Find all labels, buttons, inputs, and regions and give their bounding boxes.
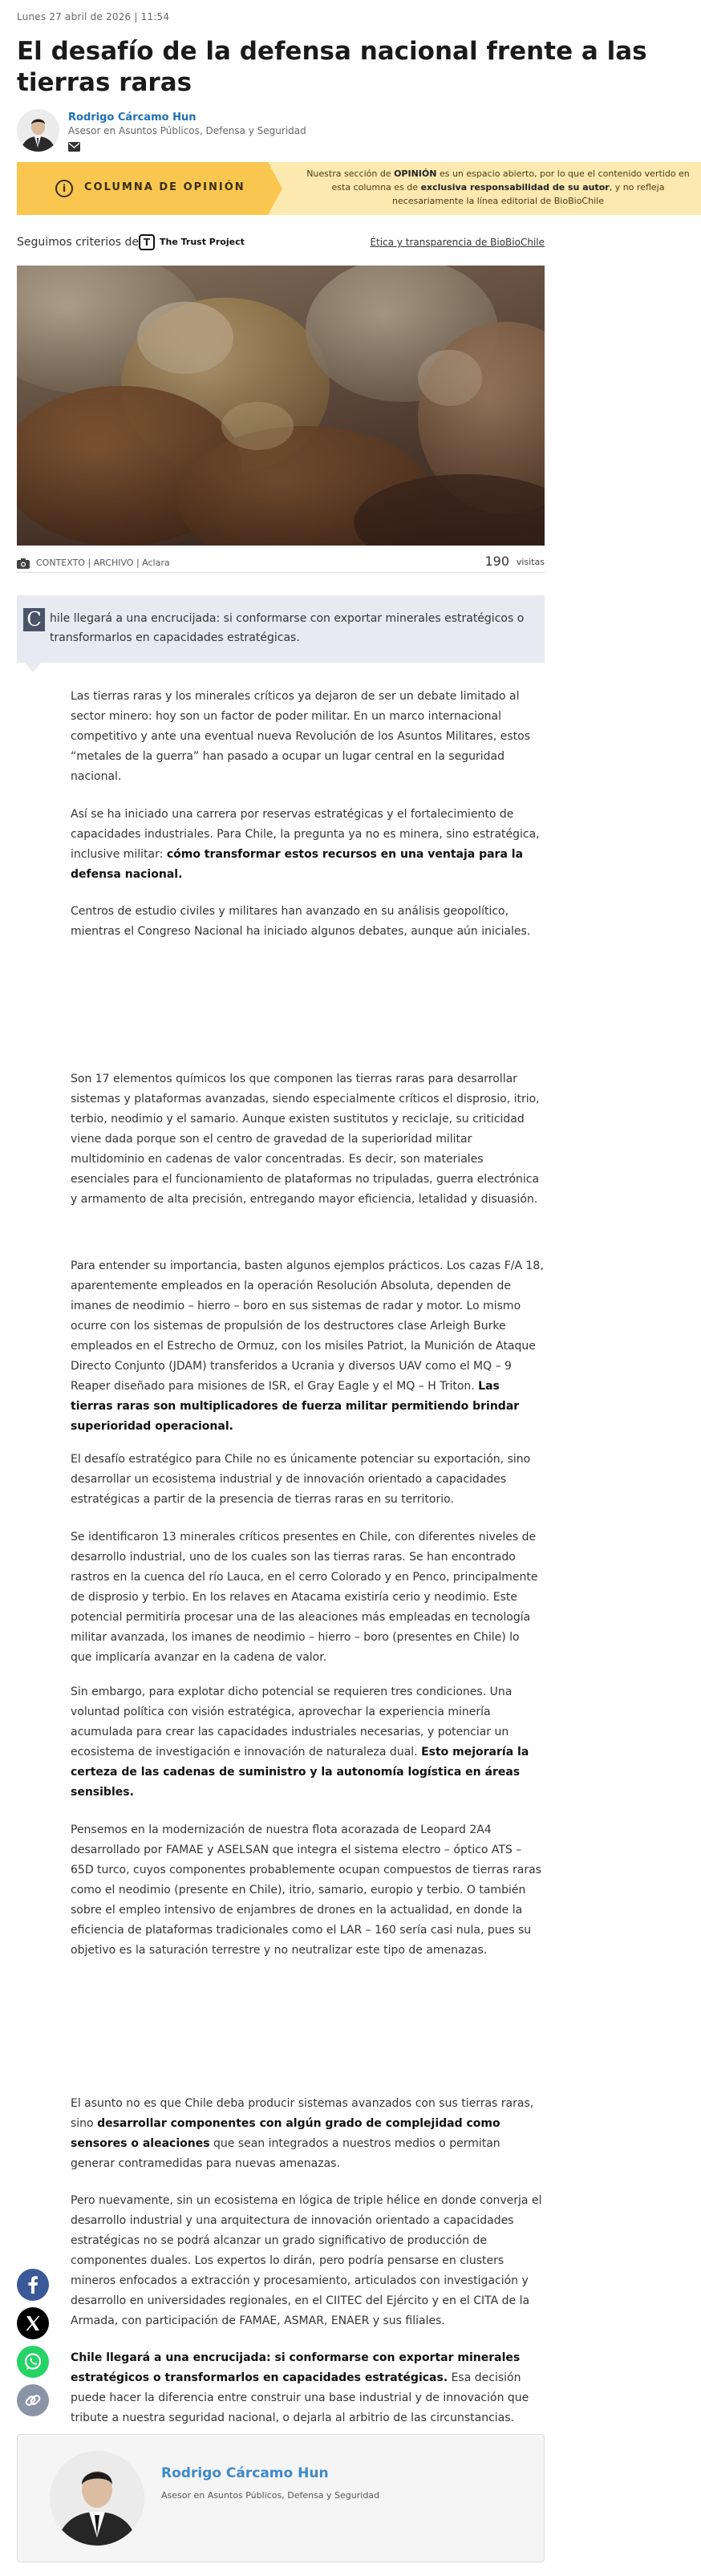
author-role: Asesor en Asuntos Públicos, Defensa y Seguridad [68, 125, 306, 136]
author-card-name[interactable]: Rodrigo Cárcamo Hun [161, 2465, 329, 2481]
photo-caption: CONTEXTO | ARCHIVO | Aclara [36, 558, 170, 568]
camera-icon [17, 557, 30, 568]
lead-text: hile llegará a una encrucijada: si conformarse con exportar minerales estratégicos o transformarlos en capacidades estratégicas. [50, 612, 525, 644]
opinion-disclaimer: Nuestra sección de OPINIÓN es un espacio abierto, por lo que el contenido vertido en esta columna es de exclusiva responsabilidad de su autor, y no refleja necesariamente la línea editorial de BioBioChile [306, 168, 690, 206]
author-byline [17, 108, 578, 156]
link-icon [17, 2384, 49, 2416]
whatsapp-icon [17, 2346, 49, 2378]
trust-project-name[interactable]: The Trust Project [160, 237, 245, 247]
article-paragraph: Se identificaron 13 minerales críticos presentes en Chile, con diferentes niveles de desarrollo industrial, uno de los cuales son las tierras raras. Se han encontrado rastros en la cuenca del río Lauca, en el cerro Colorado y en Penco, principalmente de disprosio y terbio. En los relaves en Atacama existiría cerio y neodimio. Este potencial permitiría procesar una de las aleaciones más empleadas en tecnología militar avanzada, los imanes de neodimio – hierro – boro (presentes en Chile) lo que implicaría avanzar en la cadena de valor. [71, 1531, 538, 1664]
opinion-label-block [17, 162, 268, 215]
author-card [17, 2434, 545, 2562]
copy-link-button[interactable] [17, 2384, 49, 2416]
trust-criteria-row [17, 233, 545, 252]
article-paragraph: Sin embargo, para explotar dicho potencial se requieren tres condiciones. Una voluntad política con visión estratégica, aprovechar la experiencia minería acumulada para crear las capacidades industriales necesarias, y potenciar un ecosistema de investigación e innovación de naturaleza dual. Esto mejoraría la certeza de las cadenas de suministro y la autonomía logística en áreas sensibles. [71, 1686, 529, 1799]
article-paragraph: Son 17 elementos químicos los que componen las tierras raras para desarrollar sistemas y plataformas avanzadas, siendo especialmente críticos el disprosio, itrio, terbio, neodimio y el samario. Aunque existen sustitutos y reciclaje, su criticidad viene dada porque son el centro de gravedad de la superioridad militar multidominio en cadenas de valor concentradas. Es decir, son materiales esenciales para el funcionamiento de plataformas no tripuladas, guerra electrónica y armamento de alta precisión, entregando mayor eficiencia, letalidad y disuasión. [71, 1073, 540, 1206]
article-paragraph: Pero nuevamente, sin un ecosistema en lógica de triple hélice en donde converja el desarrollo industrial y una arquitectura de innovación orientado a capacidades estratégicas no se podrá alcanzar un grado significativo de producción de componentes duales. Los expertos lo dirán, pero podría pensarse en clusters mineros enfocados a extracción y procesamiento, articulados con investigación y desarrollo en universidades regionales, en el CIITEC del Ejército y en el CITA de la Armada, con participación de FAMAE, ASMAR, ENAER y sus filiales. [71, 2194, 542, 2327]
lead-dropcap: C [23, 608, 45, 631]
opinion-banner [17, 162, 701, 215]
facebook-icon [17, 2269, 49, 2301]
article-paragraph: Para entender su importancia, basten algunos ejemplos prácticos. Los cazas F/A 18, aparentemente empleados en la operación Resolución Absoluta, dependen de imanes de neodimio – hierro – boro en sus sistemas de radar y motor. Lo mismo ocurre con los sistemas de propulsión de los destructores clase Arleigh Burke empleados en el Estrecho de Ormuz, con los misiles Patriot, la Munición de Ataque Directo Conjunto (JDAM) transferidos a Ucrania y diversos UAV como el MQ – 9 Reaper diseñado para misiones de ISR, el Gray Eagle y el MQ – H Triton. Las tierras raras son multiplicadores de fuerza militar permitiendo brindar superioridad operacional. [71, 1260, 544, 1433]
publish-date: Lunes 27 abril de 2026 | 11:54 [17, 11, 170, 22]
author-card-role: Asesor en Asuntos Públicos, Defensa y Seguridad [161, 2490, 380, 2501]
facebook-share-button[interactable] [17, 2269, 49, 2301]
trust-project-icon[interactable]: T [139, 234, 155, 250]
page-title: El desafío de la defensa nacional frente a las tierras raras [17, 37, 647, 97]
photo-caption-row [17, 555, 545, 573]
article-paragraph: Chile llegará a una encrucijada: si conformarse con exportar minerales estratégicos o transformarlos en capacidades estratégicas. Esa decisión puede hacer la diferencia entre construir una base industrial y de innovación que tribute a nuestra seguridad nacional, o dejarla al arbitrio de las circunstancias. [71, 2351, 529, 2424]
article-paragraph: Pensemos en la modernización de nuestra flota acorazada de Leopard 2A4 desarrollado por FAMAE y ASELSAN que integra el sistema electro – óptico ATS – 65D turco, cuyos componentes probablemente ocupan compuestos de tierras raras como el neodimio (presente en Chile), itrio, samario, europio y terbio. O también sobre el empleo intensivo de enjambres de drones en la actualidad, en donde la eficiencia de plataformas tradicionales como el LAR – 160 sería casi nula, pues su objetivo es la saturación terrestre y no neutralizar este tipo de amenazas. [71, 1823, 541, 1957]
article-photo [17, 266, 545, 546]
author-avatar[interactable] [17, 109, 59, 152]
info-icon: i [55, 180, 73, 197]
lead-quote [17, 595, 545, 663]
mail-icon[interactable] [68, 140, 80, 149]
lead-pointer [25, 663, 41, 672]
article-paragraph: Centros de estudio civiles y militares han avanzado en su análisis geopolítico, mientras el Congreso Nacional ha iniciado algunos debates, aunque aún iniciales. [71, 905, 531, 938]
opinion-arrow [268, 162, 282, 215]
opinion-label: COLUMNA DE OPINIÓN [84, 181, 245, 193]
criteria-label: Seguimos criterios de [17, 236, 139, 249]
article-paragraph: Las tierras raras y los minerales críticos ya dejaron de ser un debate limitado al sector minero: hoy son un factor de poder militar. En un marco internacional competitivo y ante una eventual nueva Revolución de los Asuntos Militares, estos “metales de la guerra” han pasado a ocupar un lugar central en la seguridad nacional. [71, 690, 531, 783]
x-share-button[interactable] [17, 2307, 49, 2339]
x-icon [17, 2307, 49, 2339]
ethics-link[interactable]: Ética y transparencia de BioBioChile [370, 237, 545, 248]
article-paragraph: Así se ha iniciado una carrera por reservas estratégicas y el fortalecimiento de capacidades industriales. Para Chile, la pregunta ya no es minera, sino estratégica, inclusive militar: cómo transformar estos recursos en una ventaja para la defensa nacional. [71, 808, 540, 881]
visit-label: visitas [516, 557, 545, 567]
author-name-link[interactable]: Rodrigo Cárcamo Hun [68, 112, 197, 124]
visit-count: 190 [484, 554, 509, 569]
article-paragraph: El asunto no es que Chile deba producir sistemas avanzados con sus tierras raras, sino desarrollar componentes con algún grado de complejidad como sensores o aleaciones que sean integrados a nuestros medios o permitan generar contramedidas para nuevas amenazas. [71, 2097, 534, 2170]
article-paragraph: El desafío estratégico para Chile no es únicamente potenciar su exportación, sino desarrollar un ecosistema industrial y de innovación orientado a capacidades estratégicas a partir de la presencia de tierras raras en su territorio. [71, 1453, 531, 1506]
author-card-avatar[interactable] [50, 2451, 144, 2546]
whatsapp-share-button[interactable] [17, 2346, 49, 2378]
